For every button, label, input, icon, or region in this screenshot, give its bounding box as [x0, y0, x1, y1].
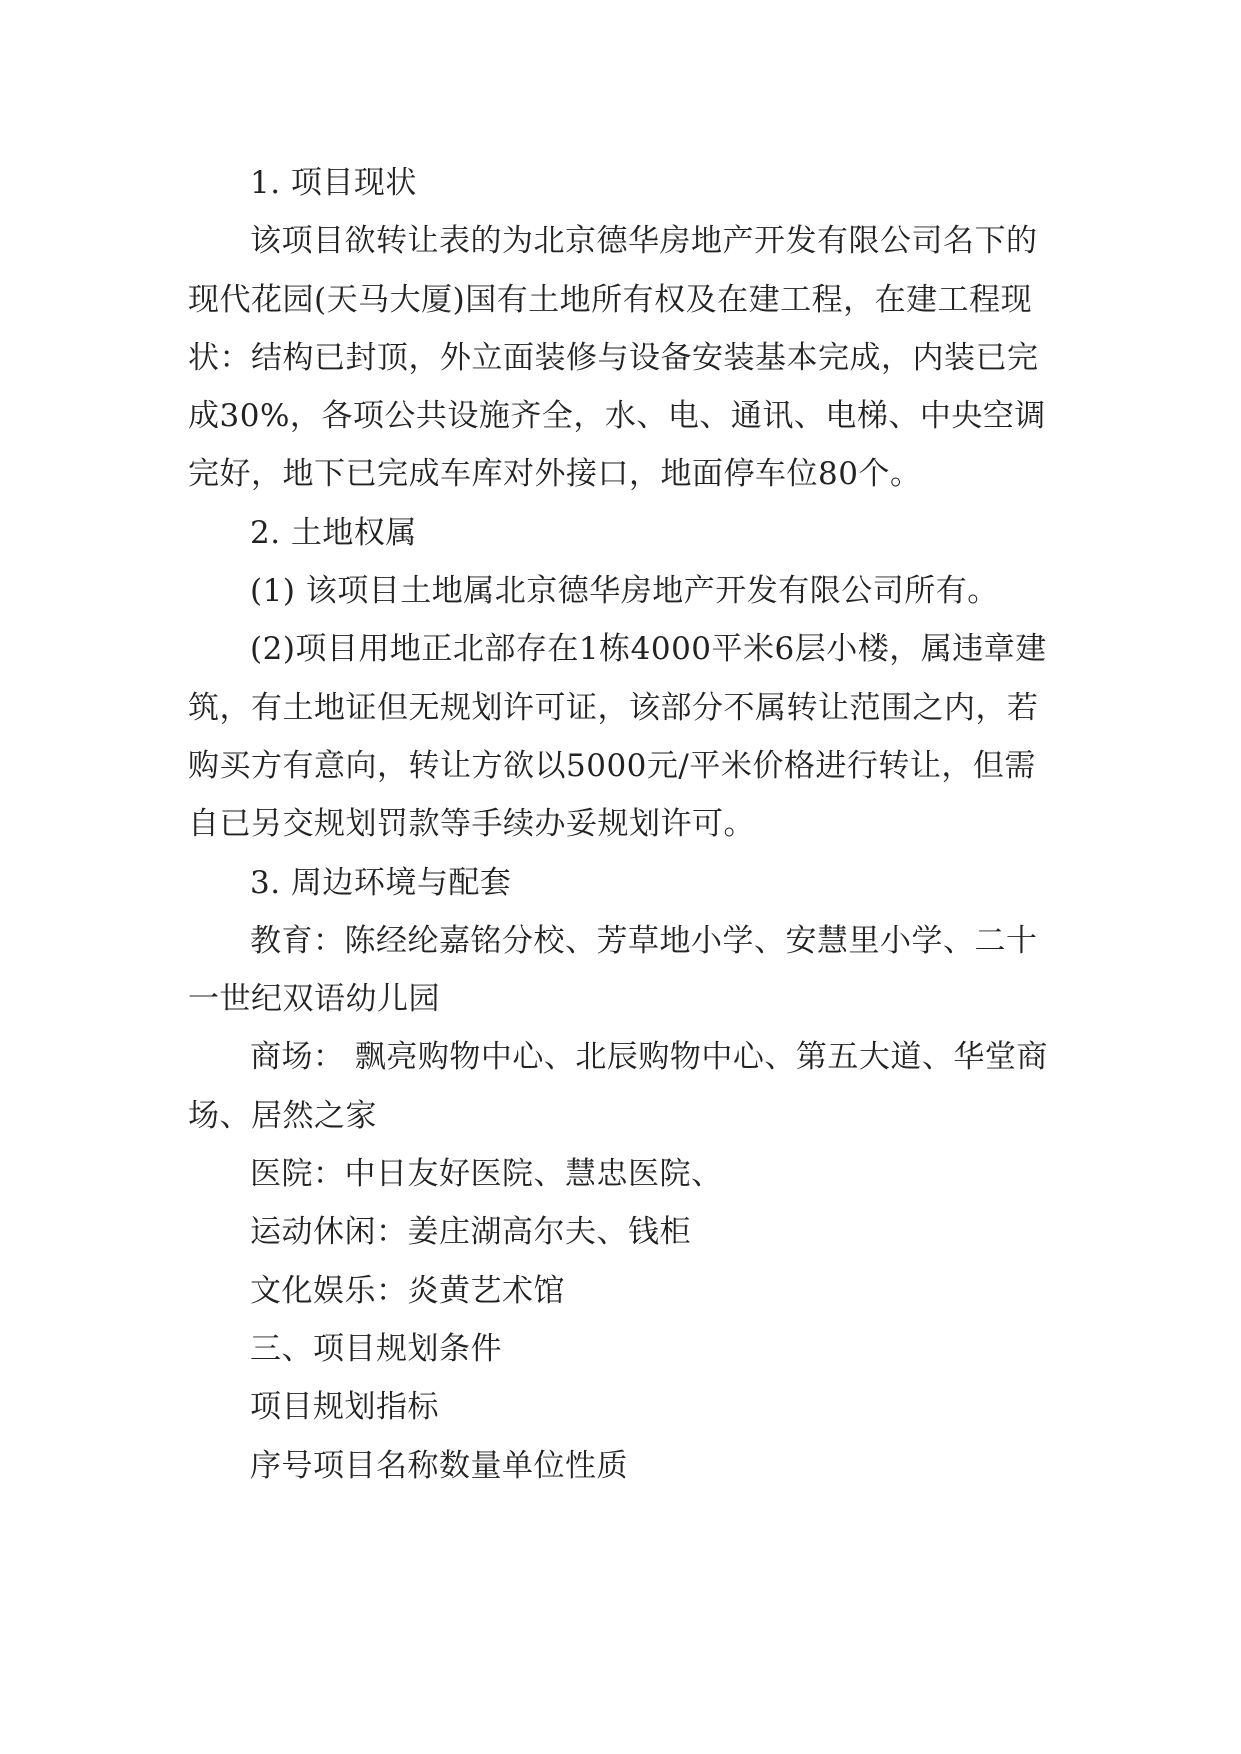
document-body: [188, 154, 1060, 1495]
paragraph-land-ownership-1: (1) 该项目土地属北京德华房地产开发有限公司所有。: [250, 573, 999, 610]
section-heading-land-ownership: 2. 土地权属: [250, 514, 417, 551]
paragraph-culture: 文化娱乐：炎黄艺术馆: [250, 1272, 565, 1309]
section-heading-planning-conditions: 三、项目规划条件: [250, 1330, 502, 1367]
paragraph-land-ownership-2: (2)项目用地正北部存在1栋4000平米6层小楼，属违章建筑，有土地证但无规划许可证，该部分不属转让范围之内，若购买方有意向，转让方欲以5000元/平米价格进行转让，但需自已另交规划罚款等手续办妥规划许可。: [188, 631, 1047, 843]
section-heading-surroundings: 3. 周边环境与配套: [250, 864, 512, 901]
paragraph-hospitals: 医院：中日友好医院、慧忠医院、: [250, 1156, 723, 1193]
paragraph-leisure: 运动休闲：姜庄湖高尔夫、钱柜: [250, 1214, 691, 1251]
section-heading-project-status: 1. 项目现状: [250, 165, 417, 201]
paragraph-shopping: 商场： 飘亮购物中心、北辰购物中心、第五大道、华堂商场、居然之家: [188, 1039, 1048, 1134]
paragraph-project-status: 该项目欲转让表的为北京德华房地产开发有限公司名下的现代花园(天马大厦)国有土地所有权及在建工程，在建工程现状：结构已封顶，外立面装修与设备安装基本完成，内装已完成30%，各项公共设施齐全，水、电、通讯、电梯、中央空调完好，地下已完成车库对外接口，地面停车位80个。: [188, 223, 1046, 493]
paragraph-table-header: 序号项目名称数量单位性质: [250, 1447, 628, 1484]
paragraph-education: 教育：陈经纶嘉铭分校、芳草地小学、安慧里小学、二十一世纪双语幼儿园: [188, 922, 1038, 1018]
paragraph-planning-indicators: 项目规划指标: [250, 1389, 439, 1426]
